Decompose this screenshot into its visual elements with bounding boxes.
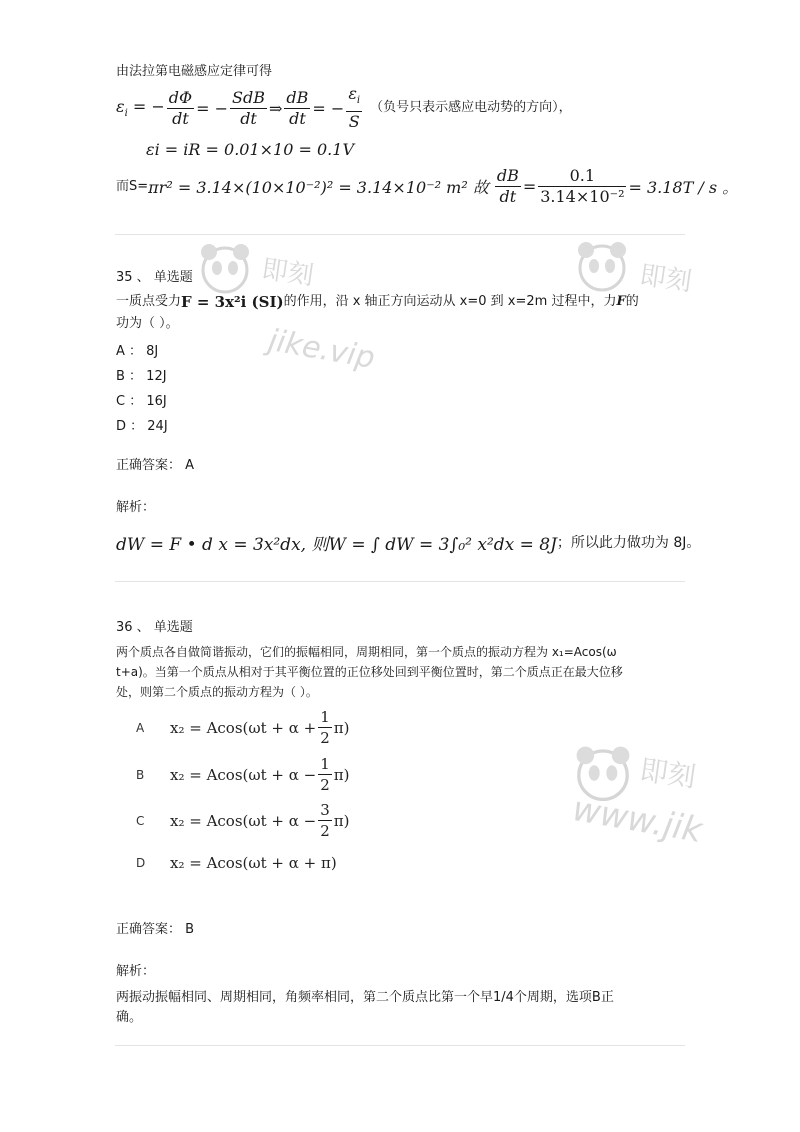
q35-option-d[interactable]: D ： 24J	[116, 419, 168, 434]
q36-choice-b-num: 1	[320, 755, 330, 773]
divider-3	[115, 1045, 685, 1046]
watermark-brand-2: 即刻	[637, 260, 694, 298]
prev-solution-eq3-num: 0.1	[538, 166, 626, 187]
watermark-brand-1: 即刻	[259, 254, 316, 292]
q36-choice-a-den: 2	[320, 729, 330, 747]
q36-choice-b-pre: x₂ = Acos(ωt + α −	[170, 765, 317, 784]
q36-choice-c-letter: C	[136, 813, 145, 828]
panda-logo-icon	[195, 238, 255, 298]
q35-stem-a: 一质点受力	[116, 294, 182, 309]
panda-logo-icon	[572, 236, 632, 296]
q36-choice-b-letter: B	[136, 767, 145, 782]
prev-solution-eq3-mid: πr² = 3.14×(10×10⁻²)² = 3.14×10⁻² m² 故	[148, 178, 489, 197]
q36-choice-a-num: 1	[320, 708, 330, 726]
q36-analysis-line1: 两振动振幅相同、周期相同，角频率相同，第二个质点比第一个早1/4个周期，选项B正	[116, 990, 614, 1005]
divider-1	[115, 234, 685, 235]
q35-analysis-label: 解析：	[116, 500, 156, 515]
q35-header: 35 、 单选题	[116, 270, 193, 285]
q36-header: 36 、 单选题	[116, 620, 193, 635]
q36-analysis-line2: 确。	[116, 1010, 143, 1025]
q36-choice-a-letter: A	[136, 720, 145, 735]
q36-choice-b[interactable]	[136, 754, 350, 795]
divider-2	[115, 581, 685, 582]
q36-choice-b-post: π)	[333, 765, 350, 784]
q35-option-a[interactable]: A ： 8J	[116, 344, 159, 359]
q36-choice-d-pre: x₂ = Acos(ωt + α + π)	[170, 854, 337, 872]
q36-choice-c-post: π)	[333, 811, 350, 830]
q36-analysis-label: 解析：	[116, 964, 156, 979]
watermark-brand-3: 即刻	[637, 753, 698, 794]
q36-choice-c-pre: x₂ = Acos(ωt + α −	[170, 811, 317, 830]
prev-solution-eq2: εi = iR = 0.01×10 = 0.1V	[146, 140, 354, 159]
prev-solution-eq1: $\varepsilon_i$ = − $\frac{d\Phi}{dt}$ = − $\frac{\text{SdB}}{dt}$ ⇒ $\frac{dB}{dt}$ = − $\frac{\varepsilon_i}{S}$ （负号只表示感应电动势的方向），	[116, 84, 572, 132]
q36-choice-d-letter: D	[136, 856, 146, 870]
q35-force: F = 3x²i (SI)	[181, 293, 284, 311]
prev-solution-eq3-prefix: 而S=	[116, 178, 149, 194]
q36-stem-line2: t+a)。当第一个质点从相对于其平衡位置的正位移处回到平衡位置时，第二个质点正在最大位移	[116, 665, 623, 679]
prev-solution-eq3: 而S= πr² = 3.14×(10×10⁻²)² = 3.14×10⁻² m² 故 $\frac{dB}{dt}$ = $\frac{0.1}{\text{3.14×10⁻²}}$ = 3.18T / s 。	[116, 166, 739, 206]
q36-stem-line1: 两个质点各自做简谐振动，它们的振幅相同，周期相同，第一个质点的振动方程为 x₁=Acos(ω	[116, 645, 617, 659]
q35-stem-b: 的作用，沿 x 轴正方向运动从 x=0 到 x=2m 过程中，力	[283, 294, 617, 309]
q35-analysis-formula: dW = F • d x = 3x²dx, 则W = ∫ dW = 3∫₀² x²dx = 8J	[116, 535, 557, 555]
q35-stem-c: 的	[625, 294, 639, 309]
q36-answer: 正确答案： B	[116, 922, 195, 937]
q35-stem-line1	[116, 292, 639, 312]
watermark-url-2: www.jik	[569, 788, 706, 852]
q36-choice-d[interactable]	[136, 854, 337, 872]
q35-option-c[interactable]: C ： 16J	[116, 394, 167, 409]
q36-stem-line3: 处，则第二个质点的振动方程为（ ）。	[116, 685, 318, 699]
q35-force-symbol: F	[616, 294, 626, 309]
q36-choice-c[interactable]	[136, 800, 350, 841]
q36-choice-a-post: π)	[333, 718, 350, 737]
q35-analysis-eq	[116, 530, 700, 555]
watermark-url-1: jike.vip	[265, 322, 378, 377]
q36-choice-c-num: 3	[320, 801, 330, 819]
q36-choice-a-pre: x₂ = Acos(ωt + α +	[170, 718, 317, 737]
q35-stem-line2: 功为（ ）。	[116, 316, 179, 331]
prev-solution-eq3-result: = 3.18T / s 。	[628, 178, 739, 197]
q35-option-b[interactable]: B ： 12J	[116, 369, 167, 384]
q35-analysis-tail: ；所以此力做功为 8J。	[556, 534, 701, 551]
prev-solution-eq1-note: （负号只表示感应电动势的方向），	[370, 100, 572, 116]
q36-choice-c-den: 2	[320, 822, 330, 840]
q36-choice-a[interactable]	[136, 707, 350, 748]
prev-solution-eq3-den: 3.14×10⁻²	[540, 187, 625, 206]
prev-solution-line1: 由法拉第电磁感应定律可得	[116, 64, 273, 79]
watermark-panda-2	[572, 236, 632, 300]
q35-answer: 正确答案： A	[116, 458, 195, 473]
q36-choice-b-den: 2	[320, 776, 330, 794]
